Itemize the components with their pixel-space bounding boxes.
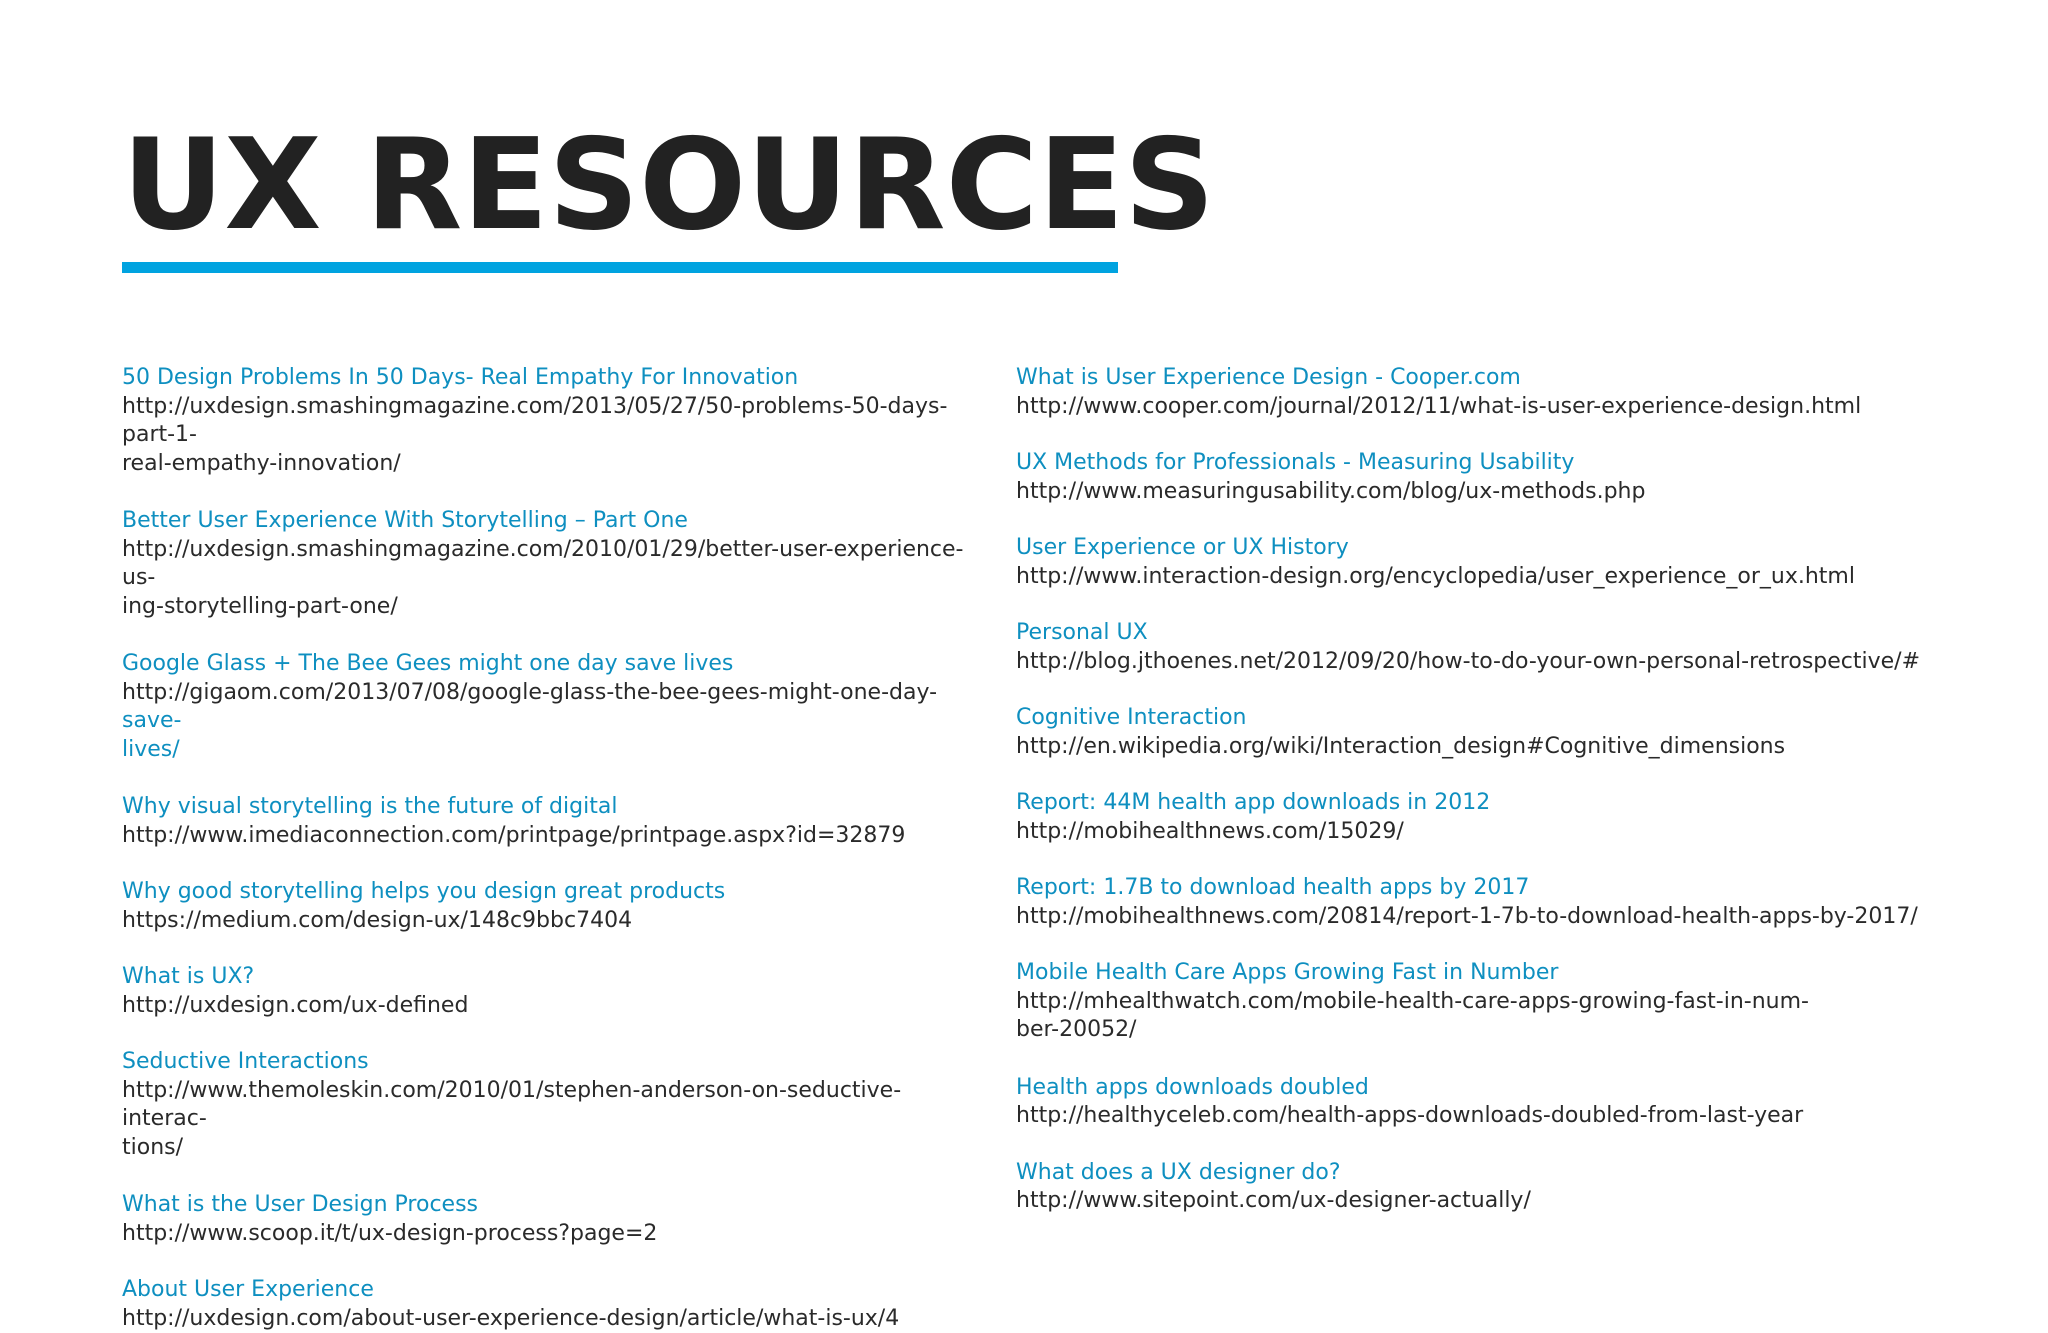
resource-url[interactable]: http://mobihealthnews.com/20814/report-1-7b-to-download-health-apps-by-2017/ (1016, 903, 1936, 932)
resource-url[interactable]: http://mhealthwatch.com/mobile-health-care-apps-growing-fast-in-num- ber-20052/ (1016, 988, 1936, 1045)
resource-link-title[interactable]: Google Glass + The Bee Gees might one day save lives (122, 650, 982, 679)
resource-url[interactable]: http://uxdesign.com/ux-defined (122, 992, 982, 1021)
resource-url[interactable]: http://www.imediaconnection.com/printpage/printpage.aspx?id=32879 (122, 822, 982, 851)
list-item (1016, 1074, 1936, 1131)
resource-url[interactable]: http://www.scoop.it/t/ux-design-process?page=2 (122, 1220, 982, 1249)
resource-link-title[interactable]: About User Experience (122, 1276, 982, 1305)
resource-link-title[interactable]: What does a UX designer do? (1016, 1159, 1936, 1188)
resource-url[interactable]: http://healthyceleb.com/health-apps-downloads-doubled-from-last-year (1016, 1102, 1936, 1131)
resource-link-title[interactable]: What is the User Design Process (122, 1191, 982, 1220)
resource-link-title[interactable]: Mobile Health Care Apps Growing Fast in Number (1016, 959, 1936, 988)
list-item (1016, 619, 1936, 676)
resource-link-title[interactable]: UX Methods for Professionals - Measuring Usability (1016, 449, 1936, 478)
list-item (122, 364, 982, 478)
list-item (122, 1276, 982, 1333)
resource-url[interactable]: http://uxdesign.smashingmagazine.com/2010/01/29/better-user-experience-us- ing-storytelling-part-one/ (122, 536, 982, 622)
resource-url[interactable]: http://uxdesign.smashingmagazine.com/2013/05/27/50-problems-50-days-part-1- real-empathy-innovation/ (122, 393, 982, 479)
resource-link-title[interactable]: Health apps downloads doubled (1016, 1074, 1936, 1103)
resource-url[interactable]: http://gigaom.com/2013/07/08/google-glass-the-bee-gees-might-one-day-save- lives/ (122, 679, 982, 765)
list-item (1016, 364, 1936, 421)
resource-url[interactable]: http://www.interaction-design.org/encyclopedia/user_experience_or_ux.html (1016, 563, 1936, 592)
resource-list-left (122, 364, 982, 1333)
resource-url[interactable]: http://uxdesign.com/about-user-experience-design/article/what-is-ux/4 (122, 1305, 982, 1333)
resource-link-title[interactable]: Cognitive Interaction (1016, 704, 1936, 733)
list-item (122, 963, 982, 1020)
resource-url[interactable]: http://www.themoleskin.com/2010/01/stephen-anderson-on-seductive-interac- tions/ (122, 1077, 982, 1163)
title-underline (122, 262, 1118, 273)
resource-url[interactable]: http://www.cooper.com/journal/2012/11/what-is-user-experience-design.html (1016, 393, 1936, 422)
list-item (122, 1048, 982, 1162)
list-item (122, 650, 982, 764)
url-highlight: save- (122, 708, 181, 733)
resource-link-title[interactable]: Better User Experience With Storytelling – Part One (122, 507, 982, 536)
page-title: UX RESOURCES (122, 110, 1118, 260)
list-item (1016, 449, 1936, 506)
list-item (122, 878, 982, 935)
list-item (1016, 874, 1936, 931)
resource-link-title[interactable]: Why good storytelling helps you design great products (122, 878, 982, 907)
resource-link-title[interactable]: What is UX? (122, 963, 982, 992)
resource-link-title[interactable]: Why visual storytelling is the future of digital (122, 793, 982, 822)
list-item (1016, 534, 1936, 591)
resource-link-title[interactable]: Seductive Interactions (122, 1048, 982, 1077)
resource-link-title[interactable]: Report: 44M health app downloads in 2012 (1016, 789, 1936, 818)
resource-link-title[interactable]: Report: 1.7B to download health apps by 2017 (1016, 874, 1936, 903)
resource-link-title[interactable]: What is User Experience Design - Cooper.com (1016, 364, 1936, 393)
resource-url[interactable]: http://blog.jthoenes.net/2012/09/20/how-to-do-your-own-personal-retrospective/# (1016, 648, 1936, 677)
list-item (1016, 789, 1936, 846)
resource-link-title[interactable]: 50 Design Problems In 50 Days- Real Empathy For Innovation (122, 364, 982, 393)
resource-url[interactable]: http://en.wikipedia.org/wiki/Interaction_design#Cognitive_dimensions (1016, 733, 1936, 762)
resource-list-right (1016, 364, 1936, 1216)
resource-url[interactable]: http://www.measuringusability.com/blog/ux-methods.php (1016, 478, 1936, 507)
resource-link-title[interactable]: User Experience or UX History (1016, 534, 1936, 563)
list-item (1016, 959, 1936, 1045)
resource-url[interactable]: http://www.sitepoint.com/ux-designer-actually/ (1016, 1187, 1936, 1216)
list-item (122, 1191, 982, 1248)
resource-link-title[interactable]: Personal UX (1016, 619, 1936, 648)
resource-url[interactable]: https://medium.com/design-ux/148c9bbc7404 (122, 907, 982, 936)
list-item (122, 507, 982, 621)
list-item (1016, 1159, 1936, 1216)
page-header (122, 110, 1118, 273)
resource-url[interactable]: http://mobihealthnews.com/15029/ (1016, 818, 1936, 847)
list-item (122, 793, 982, 850)
list-item (1016, 704, 1936, 761)
